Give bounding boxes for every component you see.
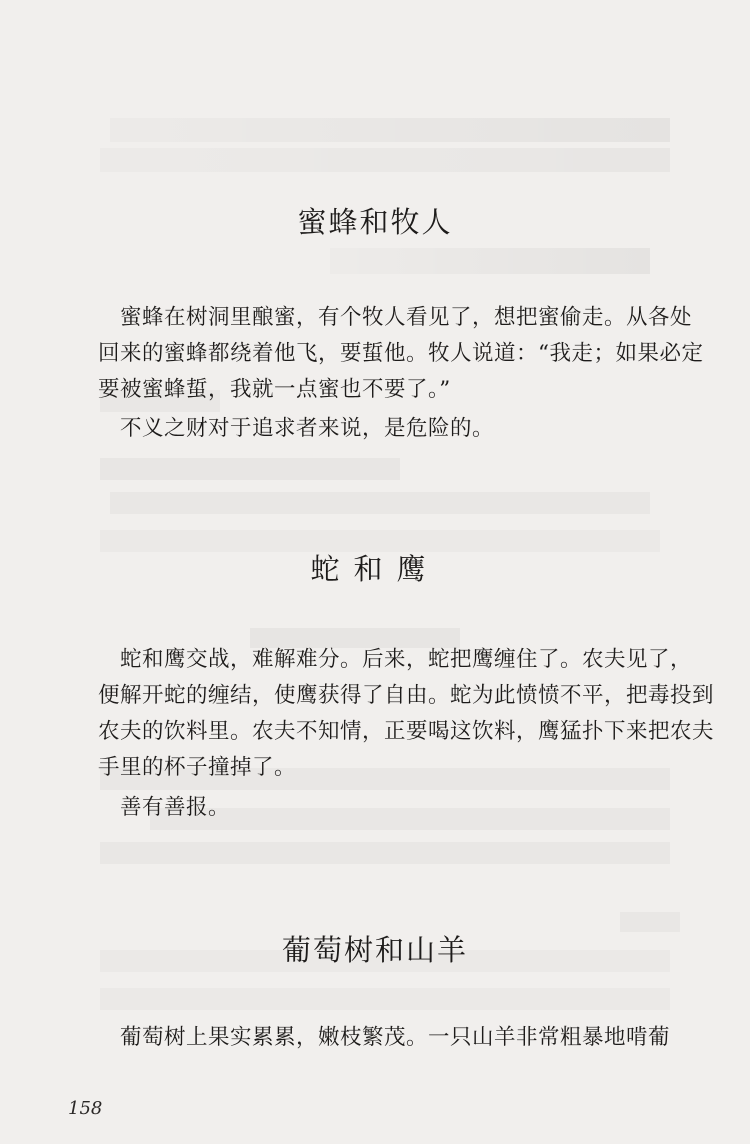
paragraph-line: 手里的杯子撞掉了。 (98, 755, 297, 780)
bleed-through-shadow (110, 118, 670, 142)
paragraph-line: 善有善报。 (120, 795, 231, 820)
paragraph-line: 葡萄树上果实累累，嫩枝繁茂。一只山羊非常粗暴地啃葡 (120, 1025, 671, 1050)
paragraph-line: 蛇和鹰交战，难解难分。后来，蛇把鹰缠住了。农夫见了， (120, 647, 693, 672)
bleed-through-shadow (330, 248, 650, 274)
paragraph-line: 便解开蛇的缠结，使鹰获得了自由。蛇为此愤愤不平，把毒投到 (98, 683, 715, 708)
paragraph-line: 要被蜜蜂蜇，我就一点蜜也不要了。” (98, 377, 451, 402)
section-title: 蜜蜂和牧人 (297, 205, 453, 239)
section-title: 葡萄树和山羊 (281, 933, 468, 967)
paragraph-line: 农夫的饮料里。农夫不知情，正要喝这饮料，鹰猛扑下来把农夫 (98, 719, 715, 744)
paragraph-line: 回来的蜜蜂都绕着他飞，要蜇他。牧人说道：“我走；如果必定 (98, 341, 704, 366)
bleed-through-shadow (100, 148, 670, 172)
paragraph-line: 不义之财对于追求者来说，是危险的。 (120, 416, 495, 441)
bleed-through-shadow (100, 988, 670, 1010)
bleed-through-shadow (100, 842, 670, 864)
bleed-through-shadow (100, 458, 400, 480)
section-title: 蛇和鹰 (310, 552, 440, 586)
paragraph-line: 蜜蜂在树洞里酿蜜，有个牧人看见了，想把蜜偷走。从各处 (120, 305, 693, 330)
bleed-through-shadow (110, 492, 650, 514)
page-number: 158 (68, 1098, 103, 1119)
